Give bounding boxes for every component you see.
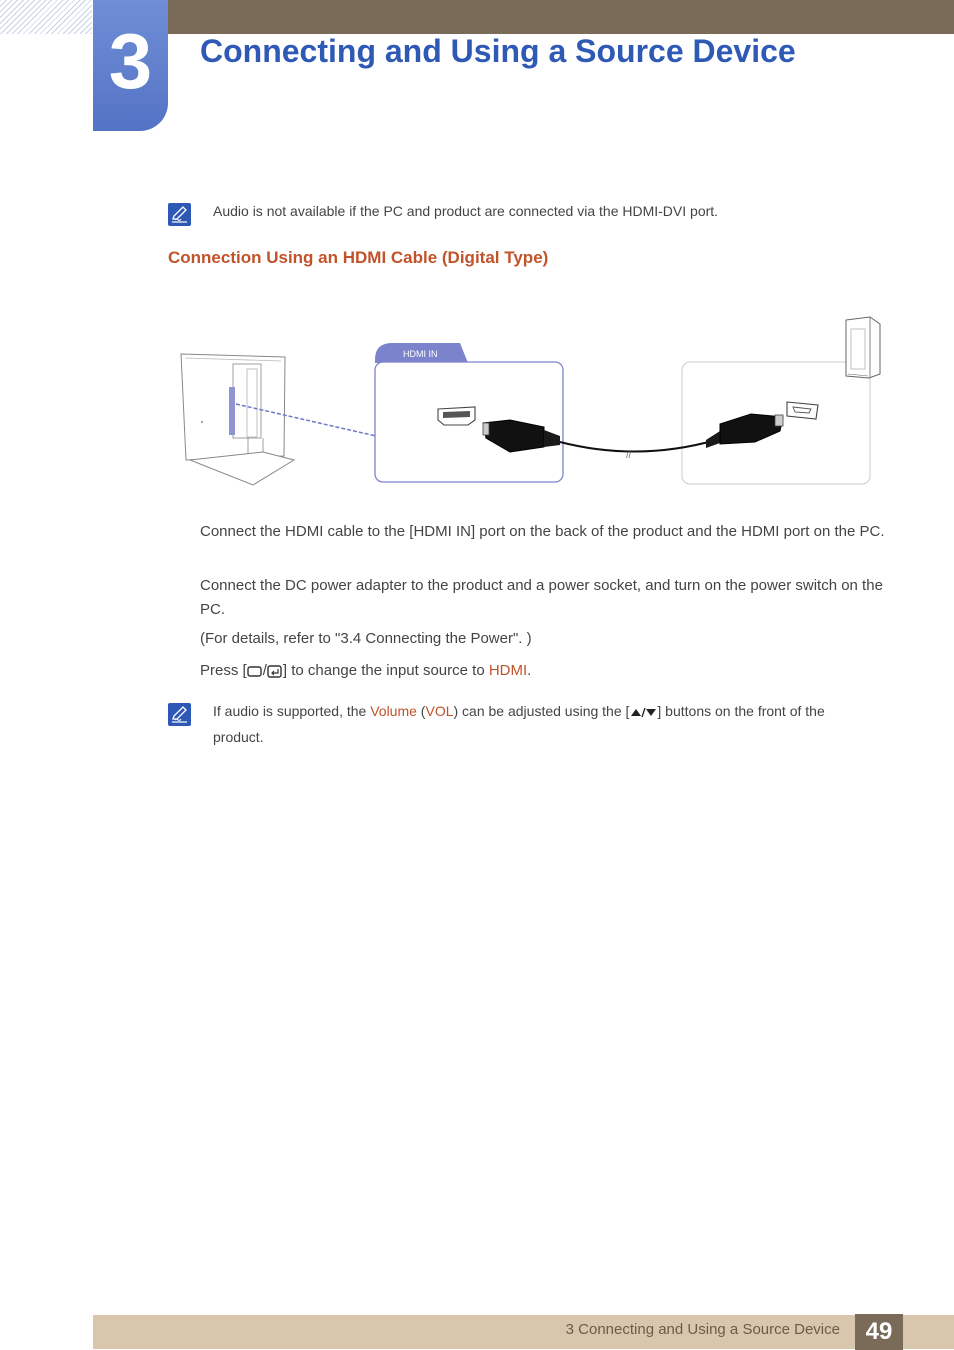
step-connect-power: Connect the DC power adapter to the product and a power socket, and turn on the power switch on the PC. xyxy=(200,577,883,618)
press-prefix: Press [ xyxy=(200,662,247,679)
monitor-hdmi-port xyxy=(438,407,475,425)
pc-tower-illustration xyxy=(846,317,880,378)
audio-note-part4: ] buttons on the front of the product. xyxy=(213,703,825,745)
up-down-arrow-icon xyxy=(629,703,657,726)
press-end: . xyxy=(527,662,532,679)
note-text xyxy=(213,700,868,749)
chapter-title: Connecting and Using a Source Device xyxy=(200,33,796,69)
press-suffix: ] to change the input source to xyxy=(282,662,489,679)
source-button-icon xyxy=(247,662,263,686)
pc-hdmi-port xyxy=(787,402,818,419)
section-heading: Connection Using an HDMI Cable (Digital Type) xyxy=(168,248,549,267)
note-audio-hdmi-dvi xyxy=(168,203,868,223)
audio-note-part3: ) can be adjusted using the [ xyxy=(453,703,630,719)
enter-button-icon xyxy=(267,662,283,686)
monitor-back-illustration xyxy=(181,354,294,485)
button-separator: / xyxy=(262,662,267,679)
chapter-number: 3 xyxy=(108,17,153,105)
vol-term: VOL xyxy=(425,703,454,719)
volume-term: Volume xyxy=(370,703,417,719)
step-press-source xyxy=(200,659,890,686)
hdmi-source-name: HDMI xyxy=(488,662,528,679)
hdmi-in-label: HDMI IN xyxy=(403,349,438,359)
footer-chapter-text: 3 Connecting and Using a Source Device xyxy=(565,1321,840,1338)
header-bar xyxy=(168,0,954,34)
audio-note-part1: If audio is supported, the xyxy=(213,703,371,719)
note-audio-volume xyxy=(168,703,868,749)
note-icon xyxy=(168,703,191,726)
chapter-number-tab xyxy=(93,0,168,131)
step-connect-hdmi: Connect the HDMI cable to the [HDMI IN] port on the back of the product and the HDMI port on the PC. xyxy=(200,523,885,540)
page-number: 49 xyxy=(855,1314,903,1350)
note-text: Audio is not available if the PC and product are connected via the HDMI-DVI port. xyxy=(213,203,719,219)
step-power-reference: (For details, refer to "3.4 Connecting the Power". ) xyxy=(200,630,532,647)
cable-break-mark: // xyxy=(626,450,632,460)
header-hatch-decoration xyxy=(0,0,92,34)
hdmi-connection-diagram xyxy=(168,312,888,492)
audio-note-part2: ( xyxy=(416,703,426,719)
note-icon xyxy=(168,203,191,226)
